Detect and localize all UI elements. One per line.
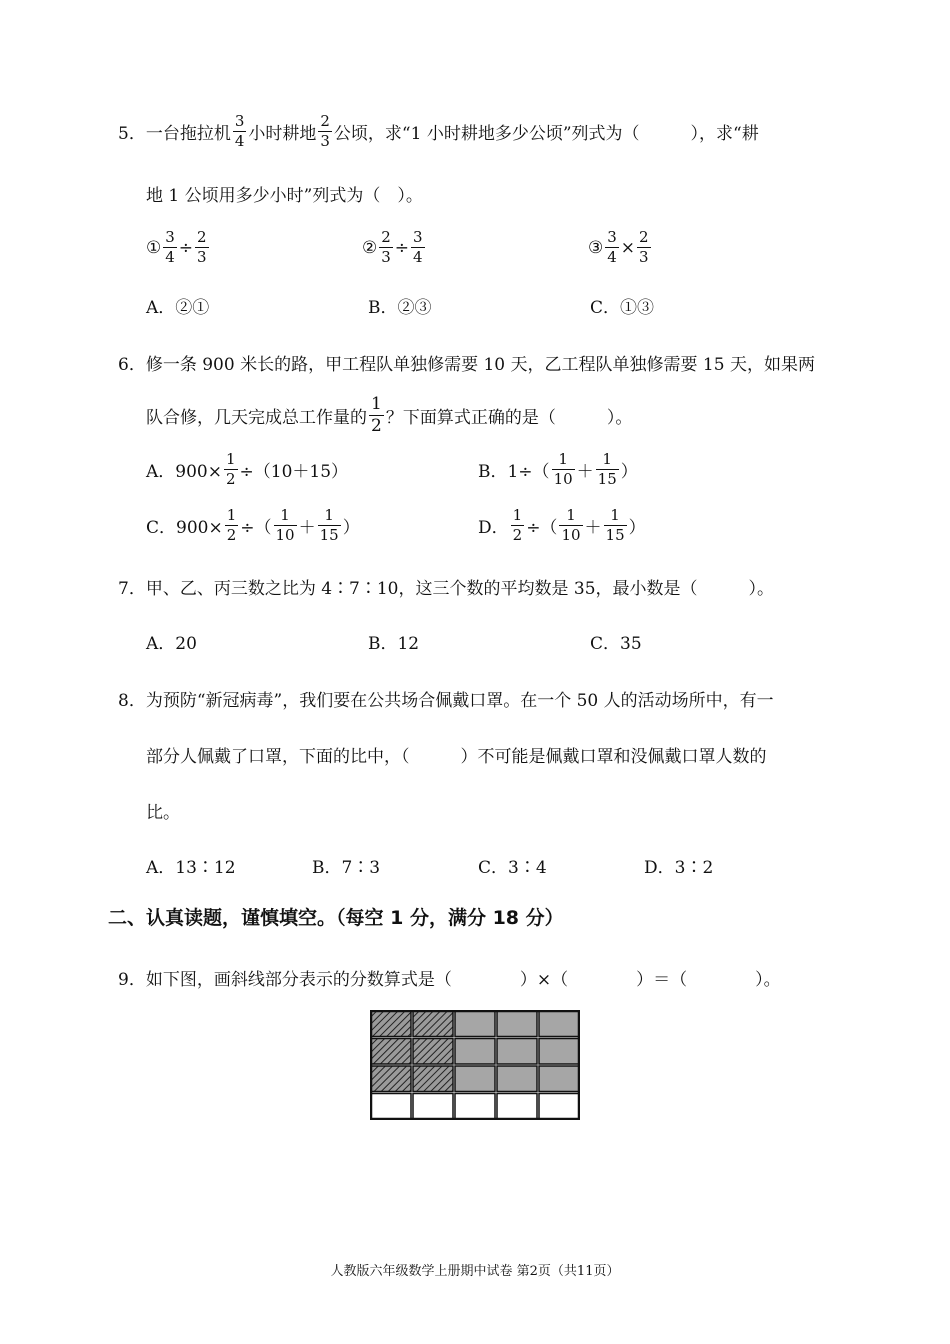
fraction: $\frac{3}{4}$ — [234, 112, 245, 150]
q5-option-3: ③ $\frac{3}{4}$ × $\frac{2}{3}$ — [588, 228, 649, 266]
q9-number: 9． — [118, 970, 146, 990]
page-footer: 人教版六年级数学上册期中试卷 第2页（共11页） — [330, 1264, 620, 1279]
empty-cell — [497, 1094, 537, 1120]
shaded-cell — [497, 1039, 537, 1065]
empty-cell — [413, 1094, 453, 1120]
q9-line1: 9． 如下图，画斜线部分表示的分数算式是（ ）×（ ）＝（ ）。 — [118, 965, 781, 990]
q6-number: 6． — [118, 355, 146, 375]
shaded-cell — [539, 1039, 579, 1065]
q5-line2: 地 1 公顷用多少小时”列式为（ ）。 — [146, 186, 423, 206]
q5-choice-c: C．①③ — [590, 298, 655, 318]
hatched-cell — [413, 1066, 453, 1092]
shaded-cell — [539, 1011, 579, 1037]
q8-line1: 8． 为预防“新冠病毒”，我们要在公共场合佩戴口罩。在一个 50 人的活动场所中，有一 — [118, 686, 774, 711]
q8-choice-b: B．7∶3 — [312, 858, 381, 878]
q5-number: 5． — [118, 124, 146, 144]
hatched-cell — [413, 1011, 453, 1037]
fraction-grid-figure — [370, 1010, 580, 1120]
shaded-cell — [497, 1011, 537, 1037]
q7-choice-b: B．12 — [368, 634, 420, 654]
q6-choice-a: A．900× $\frac{1}{2}$ ÷（10＋15） — [146, 450, 349, 488]
q5-option-2: ② $\frac{2}{3}$ ÷ $\frac{3}{4}$ — [362, 228, 423, 266]
q8-line2: 部分人佩戴了口罩，下面的比中，（ ）不可能是佩戴口罩和没佩戴口罩人数的 — [146, 747, 767, 767]
q7-choice-a: A．20 — [146, 634, 197, 654]
shaded-cell — [455, 1039, 495, 1065]
q5-line1: 5． 一台拖拉机 $\frac{3}{4}$ 小时耕地 $\frac{2}{3}$ 公顷，求“1 小时耕地多少公顷”列式为（ ），求“耕 — [118, 112, 759, 150]
q5-option-1: ① $\frac{3}{4}$ ÷ $\frac{2}{3}$ — [146, 228, 207, 266]
empty-cell — [539, 1094, 579, 1120]
empty-cell — [455, 1094, 495, 1120]
q6-choice-b: B．1÷（ $\frac{1}{10}$ ＋ $\frac{1}{15}$ ） — [478, 450, 638, 488]
q5-choice-b: B．②③ — [368, 298, 432, 318]
q8-choice-d: D．3∶2 — [644, 858, 714, 878]
empty-cell — [371, 1094, 411, 1120]
q6-line2: 队合修，几天完成总工作量的 $\frac{1}{2}$ ？下面算式正确的是（ ）。 — [146, 394, 633, 436]
hatched-cell — [413, 1039, 453, 1065]
section-heading: 二、认真读题，谨慎填空。（每空 1 分，满分 18 分） — [108, 907, 564, 929]
hatched-cell — [371, 1011, 411, 1037]
q8-number: 8． — [118, 691, 146, 711]
shaded-cell — [539, 1066, 579, 1092]
shaded-cell — [455, 1066, 495, 1092]
q6-choice-c: C．900× $\frac{1}{2}$ ÷（ $\frac{1}{10}$ ＋ $\frac{1}{15}$ ） — [146, 506, 360, 544]
q7-choice-c: C．35 — [590, 634, 642, 654]
q7-number: 7． — [118, 579, 146, 599]
shaded-cell — [455, 1011, 495, 1037]
fraction: $\frac{2}{3}$ — [320, 112, 330, 150]
q5-choice-a: A．②① — [146, 298, 210, 318]
q6-choice-d: D． $\frac{1}{2}$ ÷（ $\frac{1}{10}$ ＋ $\frac{1}{15}$ ） — [478, 506, 646, 544]
hatched-cell — [371, 1066, 411, 1092]
shaded-cell — [497, 1066, 537, 1092]
q7-line1: 7． 甲、乙、丙三数之比为 4∶7∶10，这三个数的平均数是 35，最小数是（ ）。 — [118, 574, 774, 599]
q8-choice-c: C．3∶4 — [478, 858, 547, 878]
grid-svg — [370, 1010, 580, 1120]
q8-line3: 比。 — [146, 803, 180, 823]
q6-line1: 6． 修一条 900 米长的路，甲工程队单独修需要 10 天，乙工程队单独修需要 15 天，如果两 — [118, 350, 815, 375]
q8-choice-a: A．13∶12 — [146, 858, 236, 878]
hatched-cell — [371, 1039, 411, 1065]
